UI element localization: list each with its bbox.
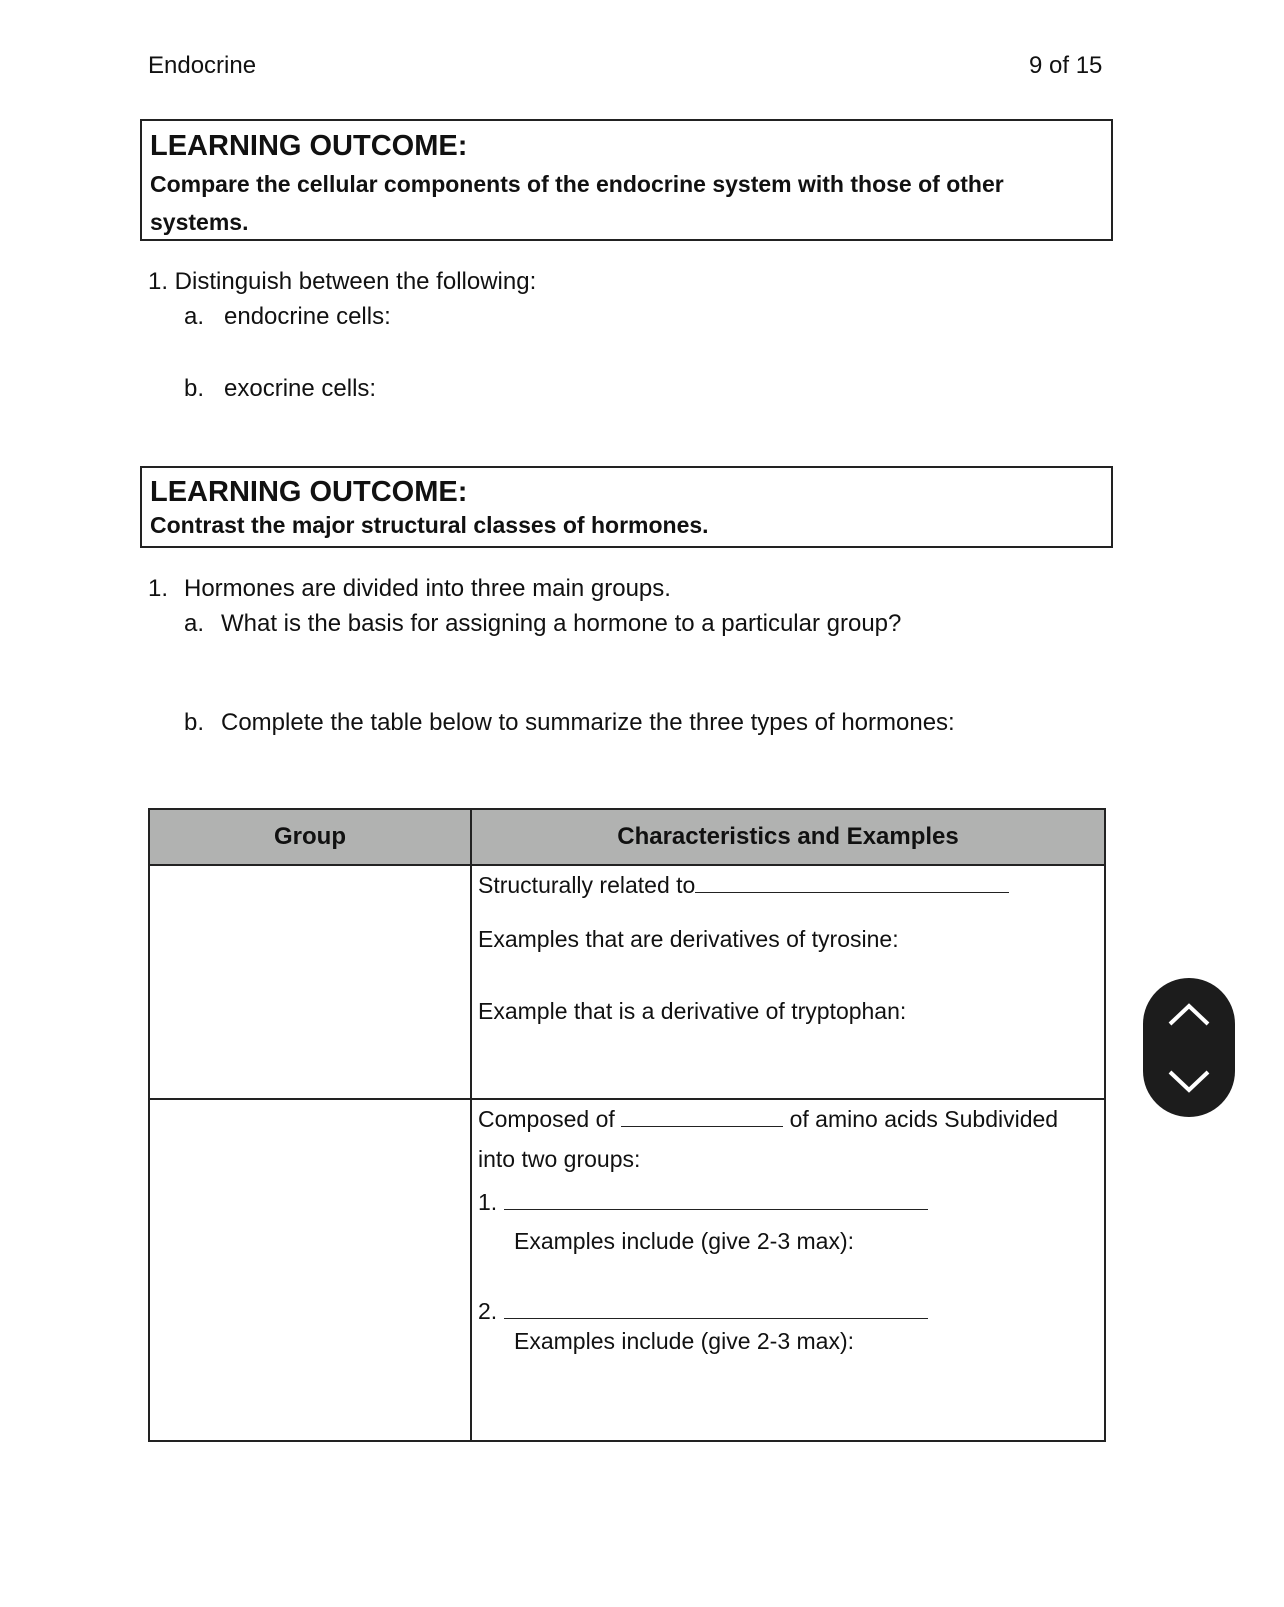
item-marker-a: a. <box>184 303 205 330</box>
learning-outcome-label: LEARNING OUTCOME: <box>150 130 468 162</box>
question-1: 1. Distinguish between the following: <box>148 268 537 295</box>
blank-line[interactable] <box>695 870 1009 893</box>
composed-suffix: of amino acids Subdivided <box>789 1106 1059 1132</box>
blank-line[interactable] <box>504 1296 928 1319</box>
page-nav-control <box>1143 978 1235 1117</box>
header-characteristics: Characteristics and Examples <box>471 809 1105 865</box>
learning-outcome-text: Compare the cellular components of the endocrine system with those of other <box>150 171 1004 197</box>
subgroup-1 <box>478 1187 928 1216</box>
item-table-instruction: Complete the table below to summarize the three types of hormones: <box>221 709 955 736</box>
group-cell-2[interactable] <box>149 1099 471 1441</box>
learning-outcome-box-2 <box>140 466 1113 548</box>
item-marker-b: b. <box>184 375 205 402</box>
characteristics-cell-1[interactable] <box>471 865 1105 1099</box>
question-marker: 1. <box>148 575 169 602</box>
subgroup-2 <box>478 1296 928 1325</box>
table-row <box>149 865 1105 1099</box>
subgroup-marker: 1. <box>478 1189 498 1215</box>
group-cell-1[interactable] <box>149 865 471 1099</box>
subgroup-2-examples: Examples include (give 2-3 max): <box>514 1328 855 1354</box>
subgroup-1-examples: Examples include (give 2-3 max): <box>514 1228 855 1254</box>
characteristics-cell-2[interactable] <box>471 1099 1105 1441</box>
structurally-related-label: Structurally related to <box>478 872 696 898</box>
composed-line <box>478 1104 1058 1133</box>
item-basis-question: What is the basis for assigning a hormone to a particular group? <box>221 610 902 637</box>
learning-outcome-label: LEARNING OUTCOME: <box>150 476 468 508</box>
blank-line[interactable] <box>504 1187 928 1210</box>
item-exocrine-cells: exocrine cells: <box>224 375 377 402</box>
tyrosine-examples-label: Examples that are derivatives of tyrosine: <box>478 926 899 952</box>
item-endocrine-cells: endocrine cells: <box>224 303 391 330</box>
document-title: Endocrine <box>148 52 257 79</box>
subdivided-line: into two groups: <box>478 1146 641 1172</box>
hormone-summary-table <box>148 808 1106 1442</box>
blank-line[interactable] <box>621 1104 783 1127</box>
learning-outcome-text-cont: systems. <box>150 209 249 235</box>
page-indicator: 9 of 15 <box>1029 52 1103 79</box>
header-group: Group <box>149 809 471 865</box>
subgroup-marker: 2. <box>478 1298 498 1324</box>
chevron-down-icon[interactable] <box>1167 1068 1211 1096</box>
chevron-up-icon[interactable] <box>1167 1000 1211 1028</box>
table-row <box>149 1099 1105 1441</box>
structural-line <box>478 870 1009 899</box>
question-hormones: Hormones are divided into three main groups. <box>184 575 671 602</box>
learning-outcome-text: Contrast the major structural classes of hormones. <box>150 512 709 538</box>
tryptophan-example-label: Example that is a derivative of tryptophan: <box>478 998 907 1024</box>
learning-outcome-box-1 <box>140 119 1113 241</box>
item-marker-b: b. <box>184 709 205 736</box>
composed-prefix: Composed of <box>478 1106 615 1132</box>
table-header-row <box>149 809 1105 865</box>
item-marker-a: a. <box>184 610 205 637</box>
